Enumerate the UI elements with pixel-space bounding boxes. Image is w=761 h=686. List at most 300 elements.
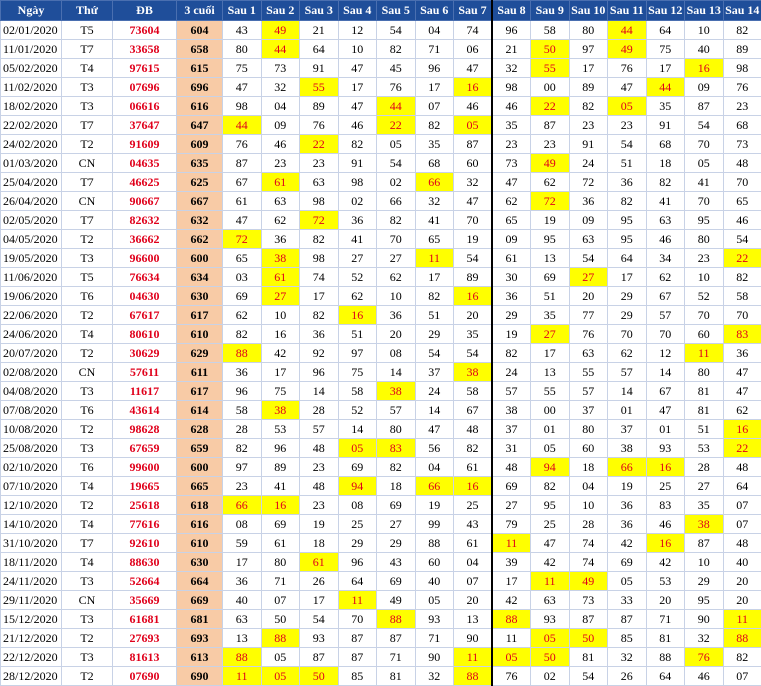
weekday-cell: T7 [62, 211, 113, 230]
value-cell: 05 [415, 591, 454, 610]
value-cell: 42 [646, 553, 685, 572]
value-cell: 38 [261, 401, 300, 420]
table-row [1, 325, 761, 344]
value-cell: 38 [608, 439, 647, 458]
value-cell: 25 [531, 515, 570, 534]
value-cell: 35 [492, 116, 531, 135]
value-cell: 54 [377, 154, 416, 173]
weekday-cell: CN [62, 591, 113, 610]
value-cell: 10 [261, 306, 300, 325]
column-header: Sau 7 [454, 1, 493, 21]
value-cell: 71 [646, 610, 685, 629]
table-row [1, 78, 761, 97]
special-prize-cell: 36662 [113, 230, 177, 249]
value-cell: 55 [300, 78, 339, 97]
value-cell: 54 [569, 667, 608, 686]
value-cell: 35 [685, 496, 724, 515]
value-cell: 93 [646, 439, 685, 458]
value-cell: 20 [454, 306, 493, 325]
value-cell: 79 [492, 515, 531, 534]
value-cell: 09 [492, 230, 531, 249]
date-cell: 24/11/2020 [1, 572, 62, 591]
last-three-cell: 629 [177, 344, 223, 363]
date-cell: 22/12/2020 [1, 648, 62, 667]
value-cell: 19 [454, 230, 493, 249]
value-cell: 70 [723, 306, 761, 325]
value-cell: 23 [300, 496, 339, 515]
value-cell: 80 [685, 363, 724, 382]
value-cell: 28 [300, 401, 339, 420]
value-cell: 47 [646, 401, 685, 420]
table-row [1, 173, 761, 192]
value-cell: 95 [531, 496, 570, 515]
special-prize-cell: 19665 [113, 477, 177, 496]
value-cell: 69 [338, 458, 377, 477]
value-cell: 69 [377, 496, 416, 515]
value-cell: 70 [685, 135, 724, 154]
special-prize-cell: 06616 [113, 97, 177, 116]
value-cell: 20 [377, 325, 416, 344]
value-cell: 36 [377, 306, 416, 325]
table-row [1, 21, 761, 40]
value-cell: 76 [223, 135, 262, 154]
value-cell: 51 [531, 287, 570, 306]
value-cell: 17 [338, 78, 377, 97]
value-cell: 11 [492, 629, 531, 648]
value-cell: 73 [492, 154, 531, 173]
value-cell: 63 [646, 211, 685, 230]
value-cell: 88 [261, 629, 300, 648]
value-cell: 37 [492, 420, 531, 439]
value-cell: 82 [608, 192, 647, 211]
value-cell: 09 [261, 116, 300, 135]
value-cell: 66 [415, 477, 454, 496]
value-cell: 75 [223, 59, 262, 78]
table-row [1, 629, 761, 648]
value-cell: 36 [300, 325, 339, 344]
special-prize-cell: 43614 [113, 401, 177, 420]
value-cell: 05 [377, 135, 416, 154]
value-cell: 19 [415, 496, 454, 515]
value-cell: 17 [261, 363, 300, 382]
last-three-cell: 690 [177, 667, 223, 686]
last-three-cell: 615 [177, 59, 223, 78]
date-cell: 26/04/2020 [1, 192, 62, 211]
value-cell: 53 [261, 420, 300, 439]
value-cell: 23 [300, 154, 339, 173]
value-cell: 90 [685, 610, 724, 629]
value-cell: 36 [569, 192, 608, 211]
value-cell: 46 [685, 667, 724, 686]
value-cell: 76 [492, 667, 531, 686]
value-cell: 82 [377, 40, 416, 59]
value-cell: 44 [261, 40, 300, 59]
value-cell: 40 [685, 40, 724, 59]
value-cell: 81 [685, 401, 724, 420]
value-cell: 50 [531, 40, 570, 59]
date-cell: 18/02/2020 [1, 97, 62, 116]
value-cell: 11 [454, 648, 493, 667]
value-cell: 00 [531, 78, 570, 97]
last-three-cell: 616 [177, 97, 223, 116]
special-prize-cell: 25618 [113, 496, 177, 515]
value-cell: 08 [377, 344, 416, 363]
last-three-cell: 604 [177, 21, 223, 40]
value-cell: 87 [608, 610, 647, 629]
value-cell: 82 [415, 116, 454, 135]
last-three-cell: 658 [177, 40, 223, 59]
value-cell: 11 [223, 667, 262, 686]
value-cell: 92 [300, 344, 339, 363]
value-cell: 61 [300, 553, 339, 572]
date-cell: 05/02/2020 [1, 59, 62, 78]
value-cell: 27 [261, 287, 300, 306]
weekday-cell: T2 [62, 306, 113, 325]
value-cell: 51 [608, 154, 647, 173]
table-row [1, 401, 761, 420]
value-cell: 21 [492, 40, 531, 59]
column-header: Sau 12 [646, 1, 685, 21]
value-cell: 55 [531, 382, 570, 401]
weekday-cell: T3 [62, 572, 113, 591]
value-cell: 52 [338, 268, 377, 287]
column-header: Sau 14 [723, 1, 761, 21]
value-cell: 69 [223, 287, 262, 306]
value-cell: 22 [531, 97, 570, 116]
weekday-cell: T5 [62, 21, 113, 40]
last-three-cell: 665 [177, 477, 223, 496]
value-cell: 89 [454, 268, 493, 287]
date-cell: 14/10/2020 [1, 515, 62, 534]
special-prize-cell: 99600 [113, 458, 177, 477]
value-cell: 96 [300, 363, 339, 382]
table-row [1, 515, 761, 534]
weekday-cell: T2 [62, 420, 113, 439]
value-cell: 07 [723, 667, 761, 686]
value-cell: 06 [454, 40, 493, 59]
value-cell: 17 [415, 268, 454, 287]
value-cell: 17 [531, 344, 570, 363]
value-cell: 69 [492, 477, 531, 496]
value-cell: 89 [261, 458, 300, 477]
value-cell: 16 [646, 458, 685, 477]
last-three-cell: 609 [177, 135, 223, 154]
value-cell: 57 [646, 306, 685, 325]
last-three-cell: 664 [177, 572, 223, 591]
value-cell: 54 [300, 610, 339, 629]
value-cell: 66 [415, 173, 454, 192]
column-header: Sau 3 [300, 1, 339, 21]
value-cell: 85 [608, 629, 647, 648]
value-cell: 82 [377, 211, 416, 230]
last-three-cell: 630 [177, 287, 223, 306]
value-cell: 45 [377, 59, 416, 78]
value-cell: 04 [415, 21, 454, 40]
value-cell: 44 [646, 78, 685, 97]
value-cell: 87 [377, 629, 416, 648]
value-cell: 65 [415, 230, 454, 249]
table-row [1, 40, 761, 59]
last-three-cell: 667 [177, 192, 223, 211]
special-prize-cell: 67659 [113, 439, 177, 458]
value-cell: 13 [454, 610, 493, 629]
table-row [1, 477, 761, 496]
value-cell: 58 [531, 21, 570, 40]
weekday-cell: T7 [62, 173, 113, 192]
value-cell: 23 [531, 135, 570, 154]
value-cell: 87 [300, 648, 339, 667]
value-cell: 51 [415, 306, 454, 325]
value-cell: 65 [223, 249, 262, 268]
value-cell: 82 [415, 287, 454, 306]
column-header: 3 cuối [177, 1, 223, 21]
weekday-cell: T4 [62, 553, 113, 572]
value-cell: 38 [261, 249, 300, 268]
value-cell: 16 [454, 78, 493, 97]
value-cell: 25 [646, 477, 685, 496]
value-cell: 32 [415, 667, 454, 686]
value-cell: 97 [569, 40, 608, 59]
special-prize-cell: 82632 [113, 211, 177, 230]
value-cell: 19 [608, 477, 647, 496]
value-cell: 47 [454, 59, 493, 78]
weekday-cell: CN [62, 192, 113, 211]
value-cell: 29 [608, 306, 647, 325]
date-cell: 22/06/2020 [1, 306, 62, 325]
value-cell: 62 [261, 211, 300, 230]
date-cell: 12/10/2020 [1, 496, 62, 515]
value-cell: 69 [377, 572, 416, 591]
value-cell: 82 [377, 458, 416, 477]
value-cell: 16 [261, 496, 300, 515]
value-cell: 37 [569, 401, 608, 420]
value-cell: 57 [492, 382, 531, 401]
value-cell: 55 [569, 363, 608, 382]
value-cell: 66 [608, 458, 647, 477]
value-cell: 38 [377, 382, 416, 401]
value-cell: 08 [223, 515, 262, 534]
value-cell: 47 [723, 382, 761, 401]
weekday-cell: T3 [62, 648, 113, 667]
value-cell: 04 [454, 553, 493, 572]
special-prize-cell: 27693 [113, 629, 177, 648]
value-cell: 42 [608, 534, 647, 553]
value-cell: 29 [338, 534, 377, 553]
table-row [1, 648, 761, 667]
value-cell: 37 [415, 363, 454, 382]
value-cell: 75 [646, 40, 685, 59]
value-cell: 71 [261, 572, 300, 591]
value-cell: 88 [492, 610, 531, 629]
value-cell: 27 [377, 249, 416, 268]
value-cell: 29 [685, 572, 724, 591]
value-cell: 91 [338, 154, 377, 173]
special-prize-cell: 33658 [113, 40, 177, 59]
weekday-cell: T2 [62, 496, 113, 515]
value-cell: 27 [531, 325, 570, 344]
special-prize-cell: 57611 [113, 363, 177, 382]
value-cell: 27 [685, 477, 724, 496]
value-cell: 35 [646, 97, 685, 116]
value-cell: 57 [608, 363, 647, 382]
last-three-cell: 681 [177, 610, 223, 629]
value-cell: 36 [492, 287, 531, 306]
value-cell: 81 [646, 629, 685, 648]
value-cell: 34 [646, 249, 685, 268]
value-cell: 69 [261, 515, 300, 534]
value-cell: 29 [415, 325, 454, 344]
value-cell: 51 [685, 420, 724, 439]
value-cell: 05 [685, 154, 724, 173]
table-row [1, 116, 761, 135]
value-cell: 41 [685, 173, 724, 192]
value-cell: 95 [608, 211, 647, 230]
value-cell: 23 [223, 477, 262, 496]
value-cell: 51 [338, 325, 377, 344]
value-cell: 49 [377, 591, 416, 610]
value-cell: 76 [377, 78, 416, 97]
special-prize-cell: 46625 [113, 173, 177, 192]
value-cell: 64 [300, 40, 339, 59]
value-cell: 91 [300, 59, 339, 78]
column-header: Sau 1 [223, 1, 262, 21]
value-cell: 64 [608, 249, 647, 268]
value-cell: 16 [338, 306, 377, 325]
value-cell: 04 [261, 97, 300, 116]
value-cell: 02 [531, 667, 570, 686]
special-prize-cell: 07690 [113, 667, 177, 686]
last-three-cell: 613 [177, 648, 223, 667]
date-cell: 25/08/2020 [1, 439, 62, 458]
value-cell: 96 [261, 439, 300, 458]
special-prize-cell: 81613 [113, 648, 177, 667]
value-cell: 18 [569, 458, 608, 477]
value-cell: 62 [646, 268, 685, 287]
value-cell: 98 [338, 173, 377, 192]
value-cell: 47 [415, 420, 454, 439]
value-cell: 64 [723, 477, 761, 496]
value-cell: 16 [723, 420, 761, 439]
value-cell: 76 [685, 648, 724, 667]
value-cell: 05 [261, 667, 300, 686]
value-cell: 76 [569, 325, 608, 344]
date-cell: 19/06/2020 [1, 287, 62, 306]
value-cell: 18 [646, 154, 685, 173]
value-cell: 32 [685, 629, 724, 648]
value-cell: 16 [454, 477, 493, 496]
value-cell: 07 [723, 515, 761, 534]
value-cell: 50 [261, 610, 300, 629]
last-three-cell: 693 [177, 629, 223, 648]
last-three-cell: 625 [177, 173, 223, 192]
value-cell: 53 [685, 439, 724, 458]
value-cell: 71 [415, 40, 454, 59]
value-cell: 04 [569, 477, 608, 496]
value-cell: 23 [300, 458, 339, 477]
value-cell: 40 [723, 553, 761, 572]
value-cell: 67 [646, 287, 685, 306]
date-cell: 31/10/2020 [1, 534, 62, 553]
last-three-cell: 669 [177, 591, 223, 610]
value-cell: 60 [454, 154, 493, 173]
weekday-cell: T3 [62, 78, 113, 97]
value-cell: 00 [531, 401, 570, 420]
value-cell: 14 [646, 363, 685, 382]
date-cell: 19/05/2020 [1, 249, 62, 268]
table-row [1, 553, 761, 572]
value-cell: 23 [492, 135, 531, 154]
value-cell: 87 [454, 135, 493, 154]
last-three-cell: 628 [177, 420, 223, 439]
value-cell: 81 [685, 382, 724, 401]
last-three-cell: 632 [177, 211, 223, 230]
value-cell: 29 [608, 287, 647, 306]
value-cell: 60 [569, 439, 608, 458]
table-row [1, 211, 761, 230]
last-three-cell: 600 [177, 249, 223, 268]
value-cell: 98 [723, 59, 761, 78]
value-cell: 23 [569, 116, 608, 135]
date-cell: 15/12/2020 [1, 610, 62, 629]
column-header: Thứ [62, 1, 113, 21]
weekday-cell: T3 [62, 439, 113, 458]
value-cell: 46 [492, 97, 531, 116]
value-cell: 05 [492, 648, 531, 667]
value-cell: 11 [723, 610, 761, 629]
value-cell: 54 [377, 21, 416, 40]
table-row [1, 249, 761, 268]
value-cell: 48 [300, 477, 339, 496]
value-cell: 89 [723, 40, 761, 59]
value-cell: 57 [300, 420, 339, 439]
value-cell: 22 [723, 439, 761, 458]
value-cell: 62 [338, 287, 377, 306]
value-cell: 46 [646, 230, 685, 249]
value-cell: 88 [377, 610, 416, 629]
value-cell: 87 [685, 534, 724, 553]
value-cell: 52 [338, 401, 377, 420]
special-prize-cell: 35669 [113, 591, 177, 610]
table-row [1, 420, 761, 439]
value-cell: 20 [646, 591, 685, 610]
value-cell: 69 [608, 553, 647, 572]
value-cell: 82 [531, 477, 570, 496]
date-cell: 01/03/2020 [1, 154, 62, 173]
weekday-cell: T4 [62, 59, 113, 78]
value-cell: 33 [608, 591, 647, 610]
value-cell: 74 [569, 534, 608, 553]
value-cell: 96 [223, 382, 262, 401]
value-cell: 29 [377, 534, 416, 553]
value-cell: 80 [377, 420, 416, 439]
weekday-cell: T2 [62, 344, 113, 363]
value-cell: 27 [569, 268, 608, 287]
special-prize-cell: 73604 [113, 21, 177, 40]
value-cell: 36 [608, 496, 647, 515]
value-cell: 83 [646, 496, 685, 515]
table-row [1, 591, 761, 610]
value-cell: 35 [454, 325, 493, 344]
weekday-cell: CN [62, 154, 113, 173]
value-cell: 63 [300, 173, 339, 192]
value-cell: 12 [646, 344, 685, 363]
value-cell: 73 [723, 135, 761, 154]
last-three-cell: 614 [177, 401, 223, 420]
value-cell: 12 [338, 21, 377, 40]
date-cell: 11/02/2020 [1, 78, 62, 97]
special-prize-cell: 96600 [113, 249, 177, 268]
column-header: Sau 6 [415, 1, 454, 21]
